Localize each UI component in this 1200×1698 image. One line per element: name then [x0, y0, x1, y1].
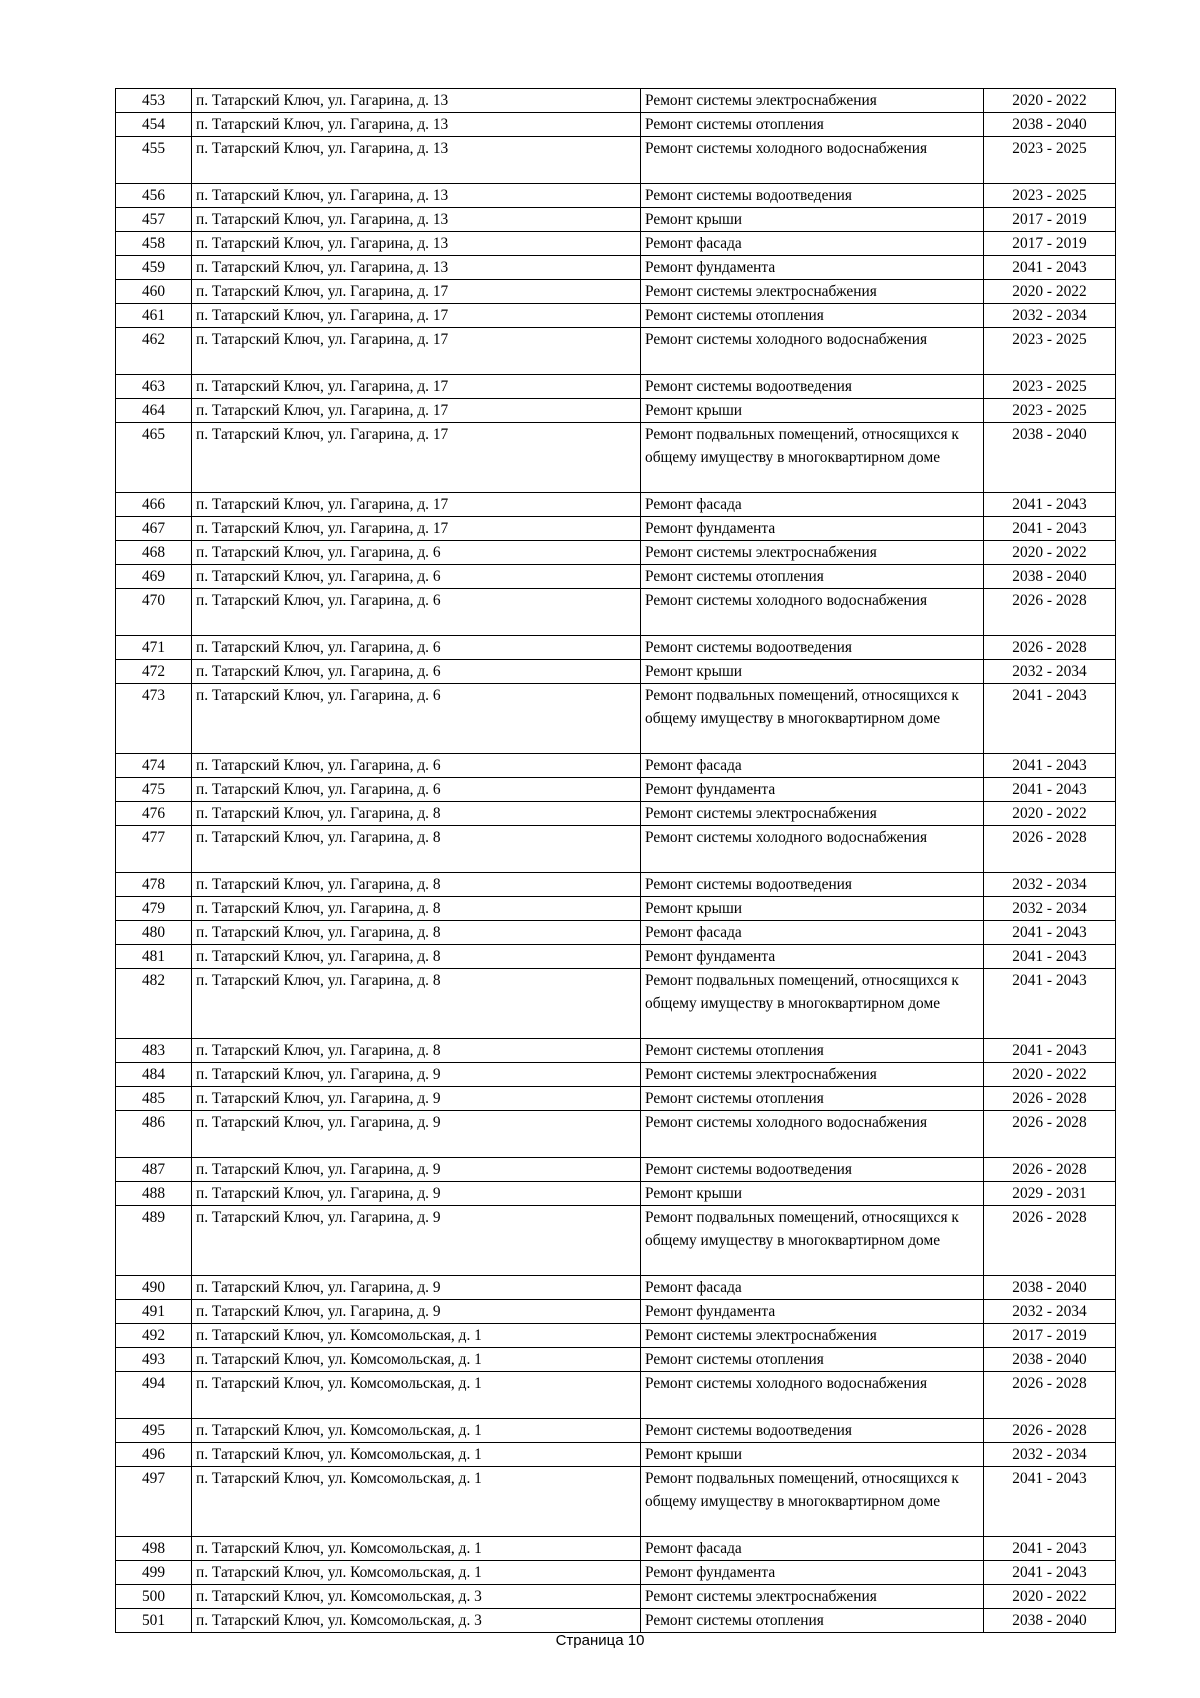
work-type-cell: Ремонт системы электроснабжения: [641, 802, 984, 826]
work-type-cell: Ремонт фундамента: [641, 1300, 984, 1324]
period-cell: 2041 - 2043: [984, 517, 1116, 541]
table-row: [116, 1039, 1116, 1063]
period-cell: 2032 - 2034: [984, 660, 1116, 684]
address-cell: п. Татарский Ключ, ул. Гагарина, д. 17: [192, 375, 641, 399]
period-cell: 2020 - 2022: [984, 802, 1116, 826]
period-cell: 2023 - 2025: [984, 375, 1116, 399]
address-cell: п. Татарский Ключ, ул. Гагарина, д. 9: [192, 1087, 641, 1111]
row-number-cell: 499: [116, 1561, 192, 1585]
work-type-cell: Ремонт крыши: [641, 897, 984, 921]
work-type-cell: Ремонт системы электроснабжения: [641, 1324, 984, 1348]
work-type-cell: Ремонт системы водоотведения: [641, 184, 984, 208]
address-cell: п. Татарский Ключ, ул. Гагарина, д. 6: [192, 636, 641, 660]
period-cell: 2023 - 2025: [984, 328, 1116, 375]
work-type-cell: Ремонт фасада: [641, 1537, 984, 1561]
address-cell: п. Татарский Ключ, ул. Гагарина, д. 9: [192, 1063, 641, 1087]
work-type-cell: Ремонт фундамента: [641, 256, 984, 280]
work-type-cell: Ремонт подвальных помещений, относящихся к общему имуществу в многоквартирном доме: [641, 969, 984, 1039]
table-row: [116, 1419, 1116, 1443]
address-cell: п. Татарский Ключ, ул. Комсомольская, д. 1: [192, 1561, 641, 1585]
table-row: [116, 1111, 1116, 1158]
period-cell: 2026 - 2028: [984, 1111, 1116, 1158]
address-cell: п. Татарский Ключ, ул. Гагарина, д. 17: [192, 423, 641, 493]
row-number-cell: 454: [116, 113, 192, 137]
row-number-cell: 465: [116, 423, 192, 493]
period-cell: 2038 - 2040: [984, 1348, 1116, 1372]
period-cell: 2032 - 2034: [984, 1443, 1116, 1467]
address-cell: п. Татарский Ключ, ул. Гагарина, д. 9: [192, 1182, 641, 1206]
address-cell: п. Татарский Ключ, ул. Гагарина, д. 8: [192, 945, 641, 969]
table-row: [116, 1348, 1116, 1372]
row-number-cell: 495: [116, 1419, 192, 1443]
address-cell: п. Татарский Ключ, ул. Гагарина, д. 9: [192, 1276, 641, 1300]
row-number-cell: 474: [116, 754, 192, 778]
address-cell: п. Татарский Ключ, ул. Комсомольская, д. 1: [192, 1348, 641, 1372]
table-row: [116, 826, 1116, 873]
row-number-cell: 501: [116, 1609, 192, 1633]
row-number-cell: 487: [116, 1158, 192, 1182]
period-cell: 2020 - 2022: [984, 280, 1116, 304]
row-number-cell: 462: [116, 328, 192, 375]
address-cell: п. Татарский Ключ, ул. Комсомольская, д. 1: [192, 1537, 641, 1561]
work-type-cell: Ремонт системы электроснабжения: [641, 541, 984, 565]
work-type-cell: Ремонт системы отопления: [641, 565, 984, 589]
period-cell: 2026 - 2028: [984, 1158, 1116, 1182]
work-type-cell: Ремонт системы холодного водоснабжения: [641, 1111, 984, 1158]
row-number-cell: 477: [116, 826, 192, 873]
work-type-cell: Ремонт фасада: [641, 921, 984, 945]
table-row: [116, 1585, 1116, 1609]
row-number-cell: 464: [116, 399, 192, 423]
address-cell: п. Татарский Ключ, ул. Гагарина, д. 9: [192, 1300, 641, 1324]
work-type-cell: Ремонт фундамента: [641, 517, 984, 541]
work-type-cell: Ремонт системы водоотведения: [641, 636, 984, 660]
table-row: [116, 304, 1116, 328]
table-row: [116, 1182, 1116, 1206]
period-cell: 2032 - 2034: [984, 304, 1116, 328]
row-number-cell: 480: [116, 921, 192, 945]
period-cell: 2041 - 2043: [984, 945, 1116, 969]
period-cell: 2041 - 2043: [984, 1039, 1116, 1063]
work-type-cell: Ремонт фундамента: [641, 778, 984, 802]
row-number-cell: 498: [116, 1537, 192, 1561]
repair-schedule-table: [115, 88, 1116, 1633]
address-cell: п. Татарский Ключ, ул. Комсомольская, д. 1: [192, 1324, 641, 1348]
row-number-cell: 476: [116, 802, 192, 826]
row-number-cell: 466: [116, 493, 192, 517]
address-cell: п. Татарский Ключ, ул. Гагарина, д. 8: [192, 969, 641, 1039]
period-cell: 2038 - 2040: [984, 565, 1116, 589]
table-row: [116, 1324, 1116, 1348]
period-cell: 2023 - 2025: [984, 137, 1116, 184]
period-cell: 2026 - 2028: [984, 636, 1116, 660]
work-type-cell: Ремонт системы водоотведения: [641, 375, 984, 399]
row-number-cell: 453: [116, 89, 192, 113]
row-number-cell: 478: [116, 873, 192, 897]
row-number-cell: 496: [116, 1443, 192, 1467]
table-row: [116, 802, 1116, 826]
address-cell: п. Татарский Ключ, ул. Гагарина, д. 17: [192, 328, 641, 375]
address-cell: п. Татарский Ключ, ул. Гагарина, д. 9: [192, 1206, 641, 1276]
table-row: [116, 873, 1116, 897]
address-cell: п. Татарский Ключ, ул. Комсомольская, д. 1: [192, 1419, 641, 1443]
row-number-cell: 461: [116, 304, 192, 328]
address-cell: п. Татарский Ключ, ул. Гагарина, д. 8: [192, 873, 641, 897]
row-number-cell: 490: [116, 1276, 192, 1300]
address-cell: п. Татарский Ключ, ул. Комсомольская, д. 1: [192, 1372, 641, 1419]
address-cell: п. Татарский Ключ, ул. Гагарина, д. 8: [192, 826, 641, 873]
period-cell: 2041 - 2043: [984, 969, 1116, 1039]
address-cell: п. Татарский Ключ, ул. Гагарина, д. 6: [192, 778, 641, 802]
table-row: [116, 897, 1116, 921]
table-row: [116, 1443, 1116, 1467]
row-number-cell: 468: [116, 541, 192, 565]
period-cell: 2038 - 2040: [984, 423, 1116, 493]
address-cell: п. Татарский Ключ, ул. Гагарина, д. 17: [192, 517, 641, 541]
address-cell: п. Татарский Ключ, ул. Гагарина, д. 17: [192, 399, 641, 423]
address-cell: п. Татарский Ключ, ул. Комсомольская, д. 3: [192, 1609, 641, 1633]
period-cell: 2038 - 2040: [984, 1276, 1116, 1300]
table-row: [116, 1276, 1116, 1300]
row-number-cell: 467: [116, 517, 192, 541]
table-row: [116, 375, 1116, 399]
table-row: [116, 1063, 1116, 1087]
table-row: [116, 1537, 1116, 1561]
table-row: [116, 423, 1116, 493]
table-row: [116, 589, 1116, 636]
row-number-cell: 489: [116, 1206, 192, 1276]
work-type-cell: Ремонт подвальных помещений, относящихся к общему имуществу в многоквартирном доме: [641, 684, 984, 754]
period-cell: 2026 - 2028: [984, 1372, 1116, 1419]
row-number-cell: 473: [116, 684, 192, 754]
table-row: [116, 1087, 1116, 1111]
period-cell: 2041 - 2043: [984, 1561, 1116, 1585]
work-type-cell: Ремонт крыши: [641, 660, 984, 684]
table-row: [116, 232, 1116, 256]
work-type-cell: Ремонт системы водоотведения: [641, 873, 984, 897]
table-row: [116, 89, 1116, 113]
row-number-cell: 484: [116, 1063, 192, 1087]
table-row: [116, 256, 1116, 280]
period-cell: 2038 - 2040: [984, 1609, 1116, 1633]
table-row: [116, 1372, 1116, 1419]
address-cell: п. Татарский Ключ, ул. Гагарина, д. 17: [192, 493, 641, 517]
table-row: [116, 113, 1116, 137]
work-type-cell: Ремонт крыши: [641, 1443, 984, 1467]
row-number-cell: 479: [116, 897, 192, 921]
table-row: [116, 493, 1116, 517]
row-number-cell: 469: [116, 565, 192, 589]
period-cell: 2041 - 2043: [984, 921, 1116, 945]
period-cell: 2041 - 2043: [984, 754, 1116, 778]
row-number-cell: 459: [116, 256, 192, 280]
work-type-cell: Ремонт крыши: [641, 208, 984, 232]
address-cell: п. Татарский Ключ, ул. Комсомольская, д. 1: [192, 1443, 641, 1467]
table-row: [116, 1300, 1116, 1324]
period-cell: 2026 - 2028: [984, 1087, 1116, 1111]
period-cell: 2029 - 2031: [984, 1182, 1116, 1206]
row-number-cell: 456: [116, 184, 192, 208]
work-type-cell: Ремонт системы электроснабжения: [641, 89, 984, 113]
work-type-cell: Ремонт подвальных помещений, относящихся к общему имуществу в многоквартирном доме: [641, 1206, 984, 1276]
row-number-cell: 460: [116, 280, 192, 304]
row-number-cell: 457: [116, 208, 192, 232]
table-row: [116, 280, 1116, 304]
work-type-cell: Ремонт подвальных помещений, относящихся к общему имуществу в многоквартирном доме: [641, 1467, 984, 1537]
table-row: [116, 208, 1116, 232]
table-row: [116, 945, 1116, 969]
period-cell: 2041 - 2043: [984, 256, 1116, 280]
row-number-cell: 472: [116, 660, 192, 684]
row-number-cell: 497: [116, 1467, 192, 1537]
period-cell: 2041 - 2043: [984, 778, 1116, 802]
period-cell: 2032 - 2034: [984, 873, 1116, 897]
table-row: [116, 921, 1116, 945]
address-cell: п. Татарский Ключ, ул. Гагарина, д. 9: [192, 1111, 641, 1158]
period-cell: 2020 - 2022: [984, 541, 1116, 565]
period-cell: 2026 - 2028: [984, 826, 1116, 873]
row-number-cell: 471: [116, 636, 192, 660]
address-cell: п. Татарский Ключ, ул. Гагарина, д. 8: [192, 802, 641, 826]
address-cell: п. Татарский Ключ, ул. Гагарина, д. 6: [192, 684, 641, 754]
row-number-cell: 482: [116, 969, 192, 1039]
period-cell: 2026 - 2028: [984, 589, 1116, 636]
table-row: [116, 778, 1116, 802]
work-type-cell: Ремонт системы отопления: [641, 304, 984, 328]
work-type-cell: Ремонт системы отопления: [641, 1348, 984, 1372]
address-cell: п. Татарский Ключ, ул. Гагарина, д. 6: [192, 660, 641, 684]
address-cell: п. Татарский Ключ, ул. Гагарина, д. 13: [192, 89, 641, 113]
table-body: [116, 89, 1116, 1633]
work-type-cell: Ремонт фасада: [641, 232, 984, 256]
table-row: [116, 1561, 1116, 1585]
work-type-cell: Ремонт системы холодного водоснабжения: [641, 589, 984, 636]
table-row: [116, 969, 1116, 1039]
address-cell: п. Татарский Ключ, ул. Гагарина, д. 6: [192, 565, 641, 589]
address-cell: п. Татарский Ключ, ул. Гагарина, д. 13: [192, 113, 641, 137]
table-row: [116, 399, 1116, 423]
period-cell: 2020 - 2022: [984, 1585, 1116, 1609]
period-cell: 2023 - 2025: [984, 184, 1116, 208]
row-number-cell: 470: [116, 589, 192, 636]
work-type-cell: Ремонт системы холодного водоснабжения: [641, 137, 984, 184]
work-type-cell: Ремонт системы электроснабжения: [641, 1585, 984, 1609]
table-row: [116, 137, 1116, 184]
row-number-cell: 463: [116, 375, 192, 399]
period-cell: 2038 - 2040: [984, 113, 1116, 137]
work-type-cell: Ремонт системы отопления: [641, 1087, 984, 1111]
work-type-cell: Ремонт системы электроснабжения: [641, 280, 984, 304]
address-cell: п. Татарский Ключ, ул. Гагарина, д. 6: [192, 754, 641, 778]
address-cell: п. Татарский Ключ, ул. Гагарина, д. 17: [192, 304, 641, 328]
period-cell: 2041 - 2043: [984, 1467, 1116, 1537]
table-row: [116, 636, 1116, 660]
row-number-cell: 492: [116, 1324, 192, 1348]
work-type-cell: Ремонт подвальных помещений, относящихся к общему имуществу в многоквартирном доме: [641, 423, 984, 493]
work-type-cell: Ремонт фасада: [641, 493, 984, 517]
period-cell: 2020 - 2022: [984, 89, 1116, 113]
period-cell: 2017 - 2019: [984, 208, 1116, 232]
period-cell: 2041 - 2043: [984, 493, 1116, 517]
table-row: [116, 684, 1116, 754]
period-cell: 2041 - 2043: [984, 684, 1116, 754]
period-cell: 2032 - 2034: [984, 1300, 1116, 1324]
row-number-cell: 491: [116, 1300, 192, 1324]
table-row: [116, 660, 1116, 684]
row-number-cell: 481: [116, 945, 192, 969]
table-row: [116, 1467, 1116, 1537]
table-row: [116, 1206, 1116, 1276]
work-type-cell: Ремонт фасада: [641, 754, 984, 778]
table-row: [116, 517, 1116, 541]
work-type-cell: Ремонт системы отопления: [641, 113, 984, 137]
address-cell: п. Татарский Ключ, ул. Гагарина, д. 13: [192, 208, 641, 232]
address-cell: п. Татарский Ключ, ул. Гагарина, д. 8: [192, 897, 641, 921]
period-cell: 2020 - 2022: [984, 1063, 1116, 1087]
table-row: [116, 541, 1116, 565]
address-cell: п. Татарский Ключ, ул. Гагарина, д. 13: [192, 137, 641, 184]
period-cell: 2041 - 2043: [984, 1537, 1116, 1561]
period-cell: 2026 - 2028: [984, 1419, 1116, 1443]
work-type-cell: Ремонт крыши: [641, 1182, 984, 1206]
page-number: Страница 10: [555, 1632, 645, 1649]
work-type-cell: Ремонт системы электроснабжения: [641, 1063, 984, 1087]
row-number-cell: 475: [116, 778, 192, 802]
row-number-cell: 485: [116, 1087, 192, 1111]
table-row: [116, 1158, 1116, 1182]
work-type-cell: Ремонт системы отопления: [641, 1609, 984, 1633]
work-type-cell: Ремонт крыши: [641, 399, 984, 423]
row-number-cell: 494: [116, 1372, 192, 1419]
period-cell: 2017 - 2019: [984, 232, 1116, 256]
row-number-cell: 455: [116, 137, 192, 184]
address-cell: п. Татарский Ключ, ул. Гагарина, д. 13: [192, 184, 641, 208]
address-cell: п. Татарский Ключ, ул. Гагарина, д. 8: [192, 921, 641, 945]
work-type-cell: Ремонт фасада: [641, 1276, 984, 1300]
address-cell: п. Татарский Ключ, ул. Гагарина, д. 6: [192, 589, 641, 636]
period-cell: 2017 - 2019: [984, 1324, 1116, 1348]
table-row: [116, 565, 1116, 589]
row-number-cell: 486: [116, 1111, 192, 1158]
address-cell: п. Татарский Ключ, ул. Гагарина, д. 9: [192, 1158, 641, 1182]
address-cell: п. Татарский Ключ, ул. Гагарина, д. 13: [192, 232, 641, 256]
row-number-cell: 493: [116, 1348, 192, 1372]
work-type-cell: Ремонт системы холодного водоснабжения: [641, 826, 984, 873]
table-row: [116, 184, 1116, 208]
row-number-cell: 483: [116, 1039, 192, 1063]
work-type-cell: Ремонт системы холодного водоснабжения: [641, 1372, 984, 1419]
table-row: [116, 754, 1116, 778]
work-type-cell: Ремонт системы отопления: [641, 1039, 984, 1063]
address-cell: п. Татарский Ключ, ул. Гагарина, д. 8: [192, 1039, 641, 1063]
work-type-cell: Ремонт системы холодного водоснабжения: [641, 328, 984, 375]
address-cell: п. Татарский Ключ, ул. Гагарина, д. 6: [192, 541, 641, 565]
row-number-cell: 500: [116, 1585, 192, 1609]
work-type-cell: Ремонт фундамента: [641, 1561, 984, 1585]
period-cell: 2026 - 2028: [984, 1206, 1116, 1276]
address-cell: п. Татарский Ключ, ул. Гагарина, д. 17: [192, 280, 641, 304]
work-type-cell: Ремонт фундамента: [641, 945, 984, 969]
address-cell: п. Татарский Ключ, ул. Комсомольская, д. 1: [192, 1467, 641, 1537]
row-number-cell: 488: [116, 1182, 192, 1206]
period-cell: 2032 - 2034: [984, 897, 1116, 921]
period-cell: 2023 - 2025: [984, 399, 1116, 423]
table-row: [116, 1609, 1116, 1633]
row-number-cell: 458: [116, 232, 192, 256]
table-row: [116, 328, 1116, 375]
work-type-cell: Ремонт системы водоотведения: [641, 1419, 984, 1443]
work-type-cell: Ремонт системы водоотведения: [641, 1158, 984, 1182]
address-cell: п. Татарский Ключ, ул. Гагарина, д. 13: [192, 256, 641, 280]
address-cell: п. Татарский Ключ, ул. Комсомольская, д. 3: [192, 1585, 641, 1609]
